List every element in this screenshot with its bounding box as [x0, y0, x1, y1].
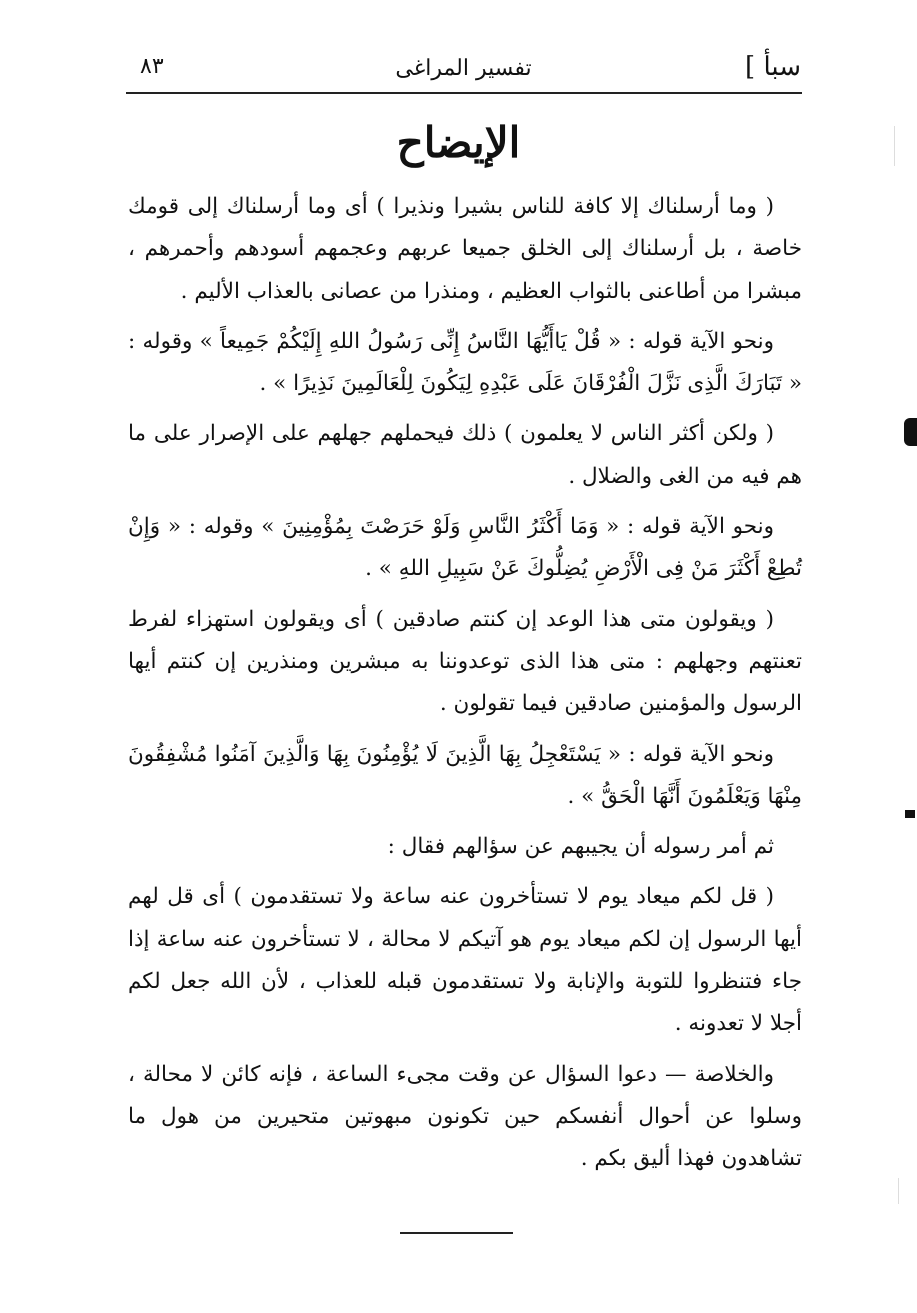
page-number: ٨٣	[140, 54, 164, 79]
body-text	[128, 186, 802, 1189]
paragraph: ونحو الآية قوله : « وَمَا أَكْثَرُ النَّاسِ وَلَوْ حَرَصْتَ بِمُؤْمِنِينَ » وقوله : « وَإِنْ تُطِعْ أَكْثَرَ مَنْ فِى الْأَرْضِ يُضِلُّوكَ عَنْ سَبِيلِ اللهِ » .	[128, 514, 802, 582]
page-header	[126, 48, 801, 90]
paragraph: ونحو الآية قوله : « يَسْتَعْجِلُ بِهَا الَّذِينَ لَا يُؤْمِنُونَ بِهَا وَالَّذِينَ آمَنُوا مُشْفِقُونَ مِنْهَا وَيَعْلَمُونَ أَنَّهَا الْحَقُّ » .	[128, 741, 802, 809]
paragraph: ( ويقولون متى هذا الوعد إن كنتم صادقين ) أى ويقولون استهزاء لفرط تعنتهم وجهلهم : متى هذا الذى توعدوننا به مبشرين ومنذرين إن كنتم أيها الرسول والمؤمنين صادقين فيما تقولون .	[128, 606, 802, 717]
book-title: تفسير المراغى	[395, 56, 532, 81]
end-rule	[400, 1232, 513, 1234]
scan-edge-mark	[904, 418, 917, 446]
paragraph: ( ولكن أكثر الناس لا يعلمون ) ذلك فيحملهم جهلهم على الإصرار على ما هم فيه من الغى والضلال .	[128, 421, 802, 489]
paragraph: ثم أمر رسوله أن يجيبهم عن سؤالهم فقال :	[387, 834, 774, 860]
paragraph: والخلاصة — دعوا السؤال عن وقت مجىء الساعة ، فإنه كائن لا محالة ، وسلوا عن أحوال أنفسكم حين تكونون مبهوتين متحيرين من هول ما تشاهدون فهذا أليق بكم .	[128, 1061, 802, 1172]
scan-artifact	[894, 126, 895, 166]
paragraph: ( وما أرسلناك إلا كافة للناس بشيرا ونذيرا ) أى وما أرسلناك إلى قومك خاصة ، بل أرسلناك إلى الخلق جميعا عربهم وعجمهم أسودهم وأحمرهم ، مبشرا من أطاعنى بالثواب العظيم ، ومنذرا من عصانى بالعذاب الأليم .	[128, 194, 802, 304]
scan-artifact	[898, 1178, 899, 1204]
paragraph: ( قل لكم ميعاد يوم لا تستأخرون عنه ساعة ولا تستقدمون ) أى قل لهم أيها الرسول إن لكم ميعاد يوم هو آتيكم لا محالة ، لا تستأخرون عنه ساعة إذا جاء فتنظروا للتوبة والإنابة ولا تستقدمون قبله للعذاب ، لأن الله جعل لكم أجلا لا تعدونه .	[128, 884, 802, 1037]
header-rule	[126, 92, 802, 94]
scan-edge-mark	[905, 810, 915, 818]
section-heading: الإيضاح	[396, 118, 521, 167]
surah-name: سبأ ]	[745, 52, 801, 82]
paragraph: ونحو الآية قوله : « قُلْ يَاأَيُّهَا النَّاسُ إِنِّى رَسُولُ اللهِ إِلَيْكُمْ جَمِيعاً » وقوله : « تَبَارَكَ الَّذِى نَزَّلَ الْفُرْقَانَ عَلَى عَبْدِهِ لِيَكُونَ لِلْعَالَمِينَ نَذِيرًا » .	[128, 328, 802, 397]
